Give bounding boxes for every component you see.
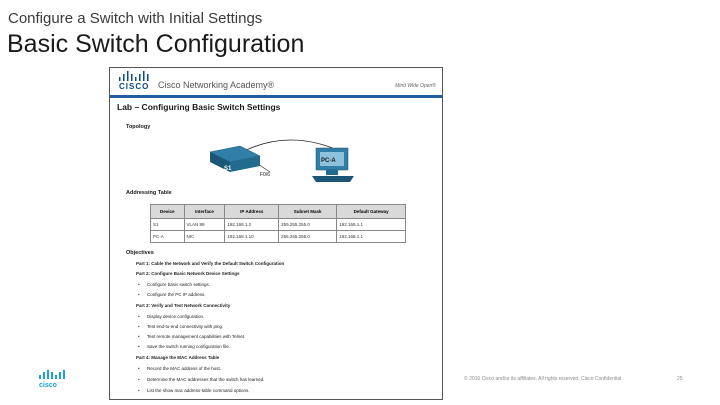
header-divider: [110, 95, 442, 98]
list-item: • List the show mac address-table command options.: [147, 388, 250, 393]
table-cell: 192.168.1.1: [337, 231, 406, 243]
list-item: • Record the MAC address of the host.: [147, 366, 221, 371]
table-cell: 192.168.1.2: [225, 219, 279, 231]
topology-diagram: [200, 132, 360, 188]
switch-label: S1: [224, 166, 232, 172]
list-item: • Test remote management capabilities with Telnet.: [147, 334, 245, 339]
academy-name: Cisco Networking Academy®: [158, 80, 275, 90]
column-header: Interface: [184, 205, 225, 219]
column-header: IP Address: [225, 205, 279, 219]
switch-icon: [210, 146, 260, 172]
objective-part-1: Part 1: Cable the Network and Verify the Default Switch Configuration: [136, 261, 285, 266]
cisco-logo-icon: [38, 370, 68, 388]
table-cell: 192.168.1.1: [337, 219, 406, 231]
list-item: • Test end-to-end connectivity with ping.: [147, 324, 223, 329]
addressing-table-heading: Addressing Table: [126, 190, 172, 196]
objective-part-2: Part 2: Configure Basic Network Device Settings: [136, 271, 240, 276]
footer-copyright: © 2016 Cisco and/or its affiliates. All rights reserved. Cisco Confidential: [464, 376, 622, 382]
list-item: • Configure basic switch settings.: [147, 282, 210, 287]
lab-document-image: [109, 67, 443, 400]
table-cell: VLAN 99: [184, 219, 225, 231]
svg-text:cisco: cisco: [39, 382, 57, 388]
list-item: • Determine the MAC addresses that the switch has learned.: [147, 377, 265, 382]
list-item: • Display device configuration.: [147, 314, 204, 319]
tagline: Mind Wide Open®: [395, 83, 436, 89]
objective-part-4: Part 4: Manage the MAC Address Table: [136, 355, 220, 360]
slide-title: Basic Switch Configuration: [7, 30, 305, 58]
list-item: • Save the switch running configuration file.: [147, 344, 230, 349]
pc-label: PC-A: [321, 158, 336, 164]
slide-subtitle: Configure a Switch with Initial Settings: [8, 10, 263, 27]
topology-heading: Topology: [126, 124, 151, 130]
list-item: • Configure the PC IP address.: [147, 292, 205, 297]
objectives-heading: Objectives: [126, 250, 154, 256]
port-label: F0/6: [260, 172, 271, 178]
table-cell: S1: [151, 219, 185, 231]
lab-title: Lab – Configuring Basic Switch Settings: [117, 102, 281, 112]
cisco-wordmark: CISCO: [119, 82, 150, 91]
column-header: Default Gateway: [337, 205, 406, 219]
page-number: 25: [677, 376, 683, 382]
table-cell: 255.255.255.0: [279, 231, 337, 243]
table-cell: 192.168.1.10: [225, 231, 279, 243]
table-row: [151, 219, 406, 231]
table-cell: PC-A: [151, 231, 185, 243]
column-header: Device: [151, 205, 185, 219]
table-header-row: [151, 205, 406, 219]
objective-part-3: Part 3: Verify and Test Network Connectivity: [136, 303, 231, 308]
column-header: Subnet Mask: [279, 205, 337, 219]
addressing-table: [150, 204, 406, 243]
table-row: [151, 231, 406, 243]
pc-icon: [312, 148, 354, 182]
table-cell: NIC: [184, 231, 225, 243]
table-cell: 255.255.255.0: [279, 219, 337, 231]
